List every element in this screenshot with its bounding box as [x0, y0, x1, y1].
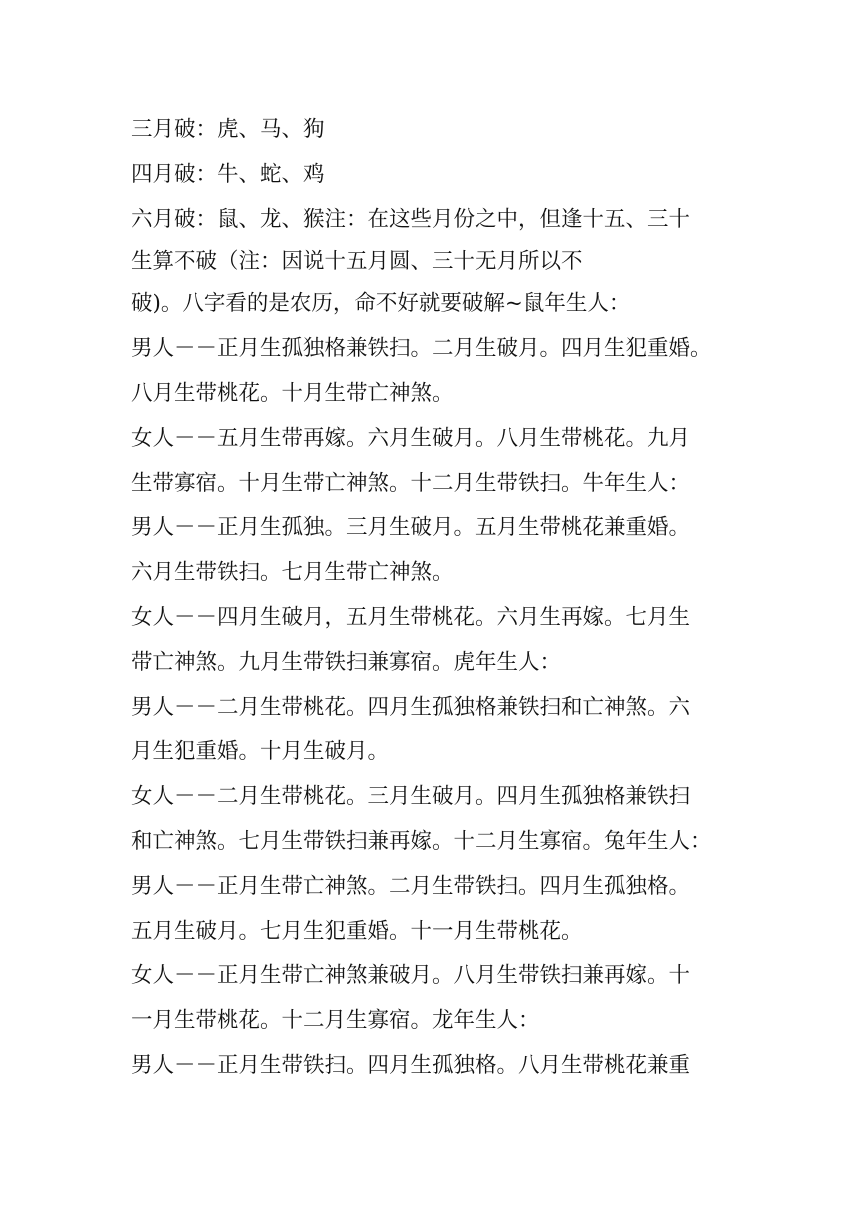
text-line: 生算不破（注：因说十五月圆、三十无月所以不: [131, 249, 583, 275]
text-line: 四月破：牛、蛇、鸡: [131, 161, 325, 187]
text-line: 女人－－四月生破月，五月生带桃花。六月生再嫁。七月生: [131, 604, 691, 630]
text-line: 男人－－正月生带亡神煞。二月生带铁扫。四月生孤独格。: [131, 873, 691, 899]
text-line: 带亡神煞。九月生带铁扫兼寡宿。虎年生人：: [131, 649, 562, 675]
text-line: 月生犯重婚。十月生破月。: [131, 739, 390, 765]
text-line: 女人－－五月生带再嫁。六月生破月。八月生带桃花。九月: [131, 425, 691, 451]
text-line: 六月破：鼠、龙、猴注：在这些月份之中，但逢十五、三十: [131, 206, 691, 232]
document-body: [131, 108, 731, 1089]
text-line: 五月生破月。七月生犯重婚。十一月生带桃花。: [131, 918, 583, 944]
text-line: 女人－－正月生带亡神煞兼破月。八月生带铁扫兼再嫁。十: [131, 963, 691, 989]
text-line: 一月生带桃花。十二月生寡宿。龙年生人：: [131, 1008, 540, 1034]
text-line: 三月破：虎、马、狗: [131, 117, 325, 142]
text-line: 男人－－正月生孤独格兼铁扫。二月生破月。四月生犯重婚。: [131, 336, 712, 362]
text-line: 男人－－正月生孤独。三月生破月。五月生带桃花兼重婚。: [131, 515, 691, 541]
text-line: 生带寡宿。十月生带亡神煞。十二月生带铁扫。牛年生人：: [131, 470, 691, 496]
text-line: 八月生带桃花。十月生带亡神煞。: [131, 380, 454, 406]
text-line: 男人－－正月生带铁扫。四月生孤独格。八月生带桃花兼重: [131, 1052, 691, 1078]
text-line: 男人－－二月生带桃花。四月生孤独格兼铁扫和亡神煞。六: [131, 694, 691, 720]
text-line: 和亡神煞。七月生带铁扫兼再嫁。十二月生寡宿。兔年生人：: [131, 828, 712, 854]
text-line: 六月生带铁扫。七月生带亡神煞。: [131, 560, 454, 586]
text-line: 破)。八字看的是农历，命不好就要破解~鼠年生人：: [131, 291, 631, 317]
text-line: 女人－－二月生带桃花。三月生破月。四月生孤独格兼铁扫: [131, 784, 691, 810]
